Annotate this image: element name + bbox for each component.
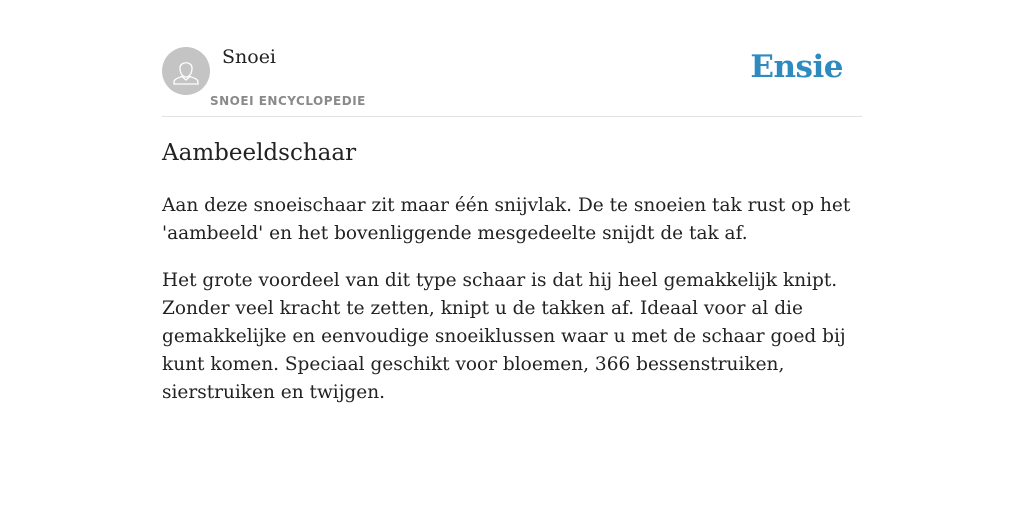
header (162, 0, 862, 117)
ensie-logo[interactable]: Ensie (750, 49, 843, 85)
user-avatar[interactable] (162, 47, 210, 95)
encyclopedia-label[interactable]: SNOEI ENCYCLOPEDIE (210, 94, 366, 108)
article-title: Aambeeldschaar (162, 140, 357, 166)
user-icon (162, 47, 210, 95)
page (162, 0, 862, 403)
article-paragraph: Het grote voordeel van dit type schaar is dat hij heel gemakkelijk knipt. Zonder veel kracht te zetten, knipt u de takken af. Ideaal voor al die gemakkelijke en eenvoudige snoeiklussen waar u met de schaar goed bij kunt komen. Speciaal geschikt voor bloemen, 366 bessenstruiken, sierstruiken en twijgen. (162, 270, 846, 403)
author-name[interactable]: Snoei (222, 46, 277, 68)
article-body (162, 192, 862, 426)
article-paragraph: Aan deze snoeischaar zit maar één snijvlak. De te snoeien tak rust op het 'aambeeld' en het bovenliggende mesgedeelte snijdt de tak af. (162, 195, 851, 244)
